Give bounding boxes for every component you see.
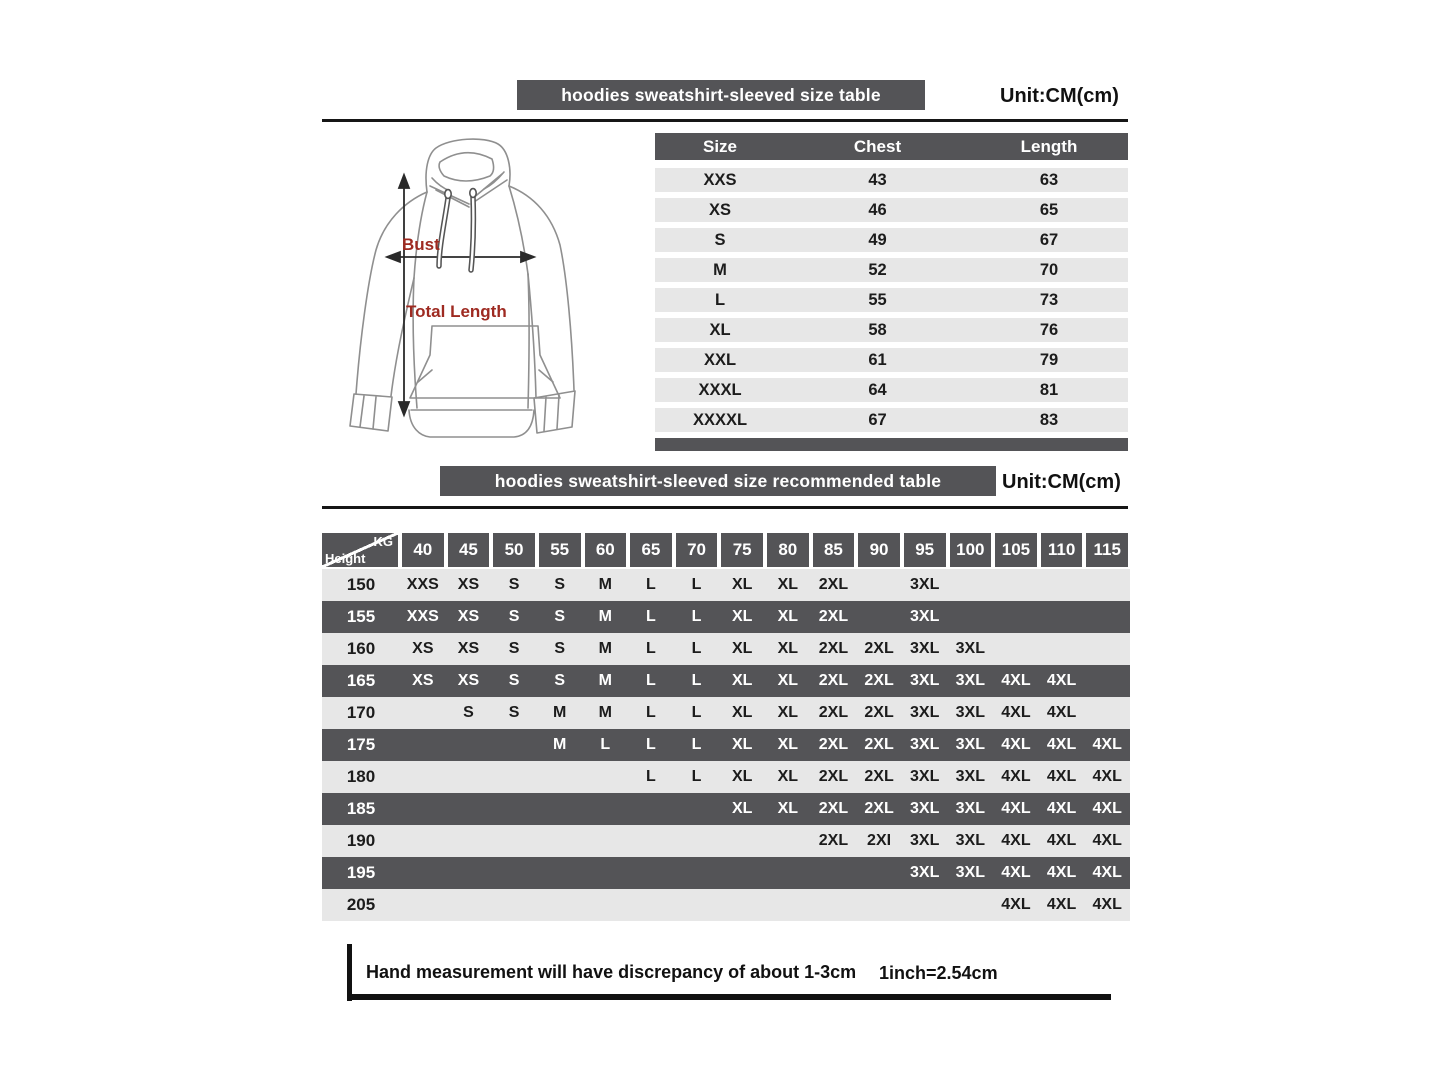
matrix-size-cell: 3XL xyxy=(955,736,985,753)
matrix-size-cell: L xyxy=(646,672,656,689)
matrix-row xyxy=(322,665,1130,697)
size-table-cell: L xyxy=(714,290,726,309)
matrix-size-cell: M xyxy=(553,736,567,753)
matrix-size-cell: L xyxy=(691,768,702,785)
hoodie-outline xyxy=(350,139,575,437)
matrix-size-cell xyxy=(491,761,537,793)
matrix-size-cell: S xyxy=(508,576,520,593)
matrix-size-cell xyxy=(674,889,720,921)
matrix-height-label: 165 xyxy=(346,671,376,690)
matrix-size-cell: XL xyxy=(777,768,799,785)
inch-conversion-note: 1inch=2.54cm xyxy=(879,963,998,983)
matrix-size-cell xyxy=(719,889,765,921)
matrix-size-cell: XL xyxy=(731,800,753,817)
matrix-size-cell xyxy=(1084,665,1130,697)
matrix-size-cell: 4XL xyxy=(1092,768,1122,785)
matrix-size-cell xyxy=(583,825,629,857)
matrix-size-cell: 3XL xyxy=(910,800,940,817)
size-table-row xyxy=(655,378,1128,402)
matrix-size-cell xyxy=(948,601,994,633)
matrix-size-cell: XS xyxy=(457,608,480,625)
recommended-table-title-bar xyxy=(440,466,996,496)
matrix-row xyxy=(322,601,1130,633)
matrix-size-cell: 4XL xyxy=(1092,896,1122,913)
matrix-size-cell: XL xyxy=(777,640,799,657)
matrix-size-cell: 3XL xyxy=(955,768,985,785)
matrix-size-cell: L xyxy=(691,640,702,657)
size-table-cell: 79 xyxy=(1039,350,1059,369)
matrix-weight-header: 40 xyxy=(400,533,446,567)
matrix-height-label: 170 xyxy=(346,703,376,722)
matrix-size-cell: M xyxy=(553,704,567,721)
matrix-size-cell xyxy=(583,857,629,889)
matrix-size-cell xyxy=(1084,697,1130,729)
matrix-size-cell: 3XL xyxy=(910,768,940,785)
matrix-weight-header: 85 xyxy=(811,533,857,567)
matrix-size-cell: 4XL xyxy=(1046,864,1077,881)
matrix-size-cell: XS xyxy=(457,576,480,593)
matrix-size-cell: XL xyxy=(777,800,799,817)
matrix-size-cell: 3XL xyxy=(910,672,940,689)
matrix-size-cell: 4XL xyxy=(1046,672,1077,689)
matrix-size-cell: XXS xyxy=(406,576,439,593)
matrix-size-cell xyxy=(583,889,629,921)
matrix-size-cell: XXS xyxy=(406,608,439,625)
matrix-size-cell: M xyxy=(598,704,612,721)
size-table-cell: 52 xyxy=(868,260,887,279)
matrix-size-cell xyxy=(1039,569,1085,601)
matrix-size-cell: L xyxy=(691,736,702,753)
matrix-size-cell xyxy=(628,825,674,857)
matrix-size-cell xyxy=(400,889,446,921)
measurement-discrepancy-note: Hand measurement will have discrepancy of about 1-3cm xyxy=(366,962,857,982)
matrix-size-cell: 3XL xyxy=(955,704,985,721)
matrix-size-cell xyxy=(993,569,1039,601)
matrix-weight-header: 105 xyxy=(993,533,1039,567)
matrix-weight-header: 60 xyxy=(583,533,629,567)
matrix-size-cell: XL xyxy=(777,576,799,593)
matrix-size-cell: 3XL xyxy=(910,864,940,881)
matrix-size-cell: 3XL xyxy=(910,640,940,657)
matrix-size-cell: 2XL xyxy=(864,768,894,785)
matrix-header-row xyxy=(322,533,1130,567)
size-table-cell: XS xyxy=(708,200,731,219)
matrix-size-cell xyxy=(811,889,857,921)
matrix-size-cell: M xyxy=(598,608,612,625)
size-table-row xyxy=(655,408,1128,432)
size-table-row xyxy=(655,258,1128,282)
matrix-height-label: 205 xyxy=(346,895,376,914)
matrix-size-cell xyxy=(583,761,629,793)
matrix-size-cell xyxy=(628,857,674,889)
matrix-size-cell: XL xyxy=(731,576,753,593)
matrix-size-cell: S xyxy=(508,608,520,625)
matrix-size-cell: L xyxy=(646,704,656,721)
hoodie-measurement-diagram xyxy=(332,130,642,460)
matrix-size-cell: 4XL xyxy=(1001,832,1031,849)
matrix-size-cell: 2XL xyxy=(864,800,894,817)
matrix-size-cell: S xyxy=(463,704,474,721)
matrix-weight-header: 80 xyxy=(765,533,811,567)
matrix-size-cell xyxy=(993,601,1039,633)
size-table-cell: XXS xyxy=(703,170,737,189)
matrix-weight-header: 70 xyxy=(674,533,720,567)
size-table-body xyxy=(655,168,1128,432)
note-vertical-bar xyxy=(347,944,352,1001)
matrix-size-cell xyxy=(1039,601,1085,633)
matrix-row xyxy=(322,793,1130,825)
matrix-size-cell xyxy=(491,793,537,825)
matrix-size-cell: 4XL xyxy=(1001,672,1031,689)
size-table-cell: 49 xyxy=(868,230,887,249)
matrix-weight-header: 95 xyxy=(902,533,948,567)
unit-label-2: Unit:CM(cm) xyxy=(1002,471,1121,493)
size-table-row xyxy=(655,348,1128,372)
matrix-size-cell: 2XL xyxy=(818,608,849,625)
size-table-cell: 58 xyxy=(868,320,887,339)
matrix-size-cell xyxy=(446,825,492,857)
matrix-corner-cell xyxy=(322,533,400,567)
matrix-size-cell: M xyxy=(598,672,612,689)
size-table-cell: 73 xyxy=(1039,290,1059,309)
matrix-size-cell xyxy=(400,857,446,889)
matrix-row xyxy=(322,825,1130,857)
matrix-row xyxy=(322,857,1130,889)
matrix-size-cell: XL xyxy=(731,640,753,657)
matrix-height-label: 180 xyxy=(346,767,376,786)
matrix-weight-header: 65 xyxy=(628,533,674,567)
matrix-size-cell: L xyxy=(646,736,656,753)
matrix-size-cell: XS xyxy=(412,672,434,689)
measurement-arrows xyxy=(387,175,534,415)
matrix-size-cell: 2XL xyxy=(864,704,894,721)
matrix-size-cell: XL xyxy=(731,608,753,625)
matrix-height-label: 190 xyxy=(346,831,376,850)
matrix-size-cell xyxy=(856,601,902,633)
matrix-size-cell: L xyxy=(646,640,656,657)
matrix-weight-header: 75 xyxy=(719,533,765,567)
matrix-size-cell xyxy=(765,825,811,857)
matrix-weight-header: 115 xyxy=(1084,533,1130,567)
matrix-size-cell: S xyxy=(554,576,566,593)
size-table-column-header: Chest xyxy=(853,136,902,156)
size-table-cell: 43 xyxy=(868,170,887,189)
matrix-size-cell xyxy=(856,569,902,601)
matrix-size-cell: 4XL xyxy=(1001,896,1031,913)
matrix-size-cell: L xyxy=(691,672,702,689)
matrix-size-cell: XL xyxy=(777,736,799,753)
matrix-size-cell xyxy=(1084,569,1130,601)
size-table-cell: XL xyxy=(709,320,731,339)
matrix-size-cell: 3XL xyxy=(955,672,985,689)
matrix-size-cell xyxy=(537,793,583,825)
size-table-cell: XXXL xyxy=(698,380,742,399)
matrix-weight-header: 110 xyxy=(1039,533,1085,567)
matrix-size-cell xyxy=(400,761,446,793)
matrix-row xyxy=(322,697,1130,729)
matrix-size-cell: L xyxy=(600,736,611,753)
matrix-size-cell: 2XL xyxy=(818,768,849,785)
matrix-size-cell: 3XL xyxy=(910,832,940,849)
matrix-height-label: 160 xyxy=(346,639,376,658)
matrix-size-cell: 2XL xyxy=(818,640,849,657)
matrix-size-cell xyxy=(674,825,720,857)
matrix-size-cell: 2XL xyxy=(818,704,849,721)
matrix-size-cell xyxy=(628,793,674,825)
matrix-size-cell: 2XL xyxy=(864,672,894,689)
divider-line-1 xyxy=(322,119,1128,122)
matrix-size-cell: S xyxy=(508,640,520,657)
size-table-cell: 64 xyxy=(868,380,887,399)
matrix-size-cell xyxy=(446,793,492,825)
size-table-column-header: Size xyxy=(702,136,738,156)
matrix-height-label: 185 xyxy=(346,799,376,818)
size-table-row xyxy=(655,318,1128,342)
matrix-size-cell: 4XL xyxy=(1046,896,1077,913)
matrix-size-cell: 2XL xyxy=(818,832,849,849)
size-table-cell: 67 xyxy=(1039,230,1059,249)
matrix-size-cell xyxy=(811,857,857,889)
matrix-size-cell: XS xyxy=(412,640,434,657)
matrix-size-cell: S xyxy=(554,608,566,625)
size-table-cell: 61 xyxy=(868,350,887,369)
size-table-row xyxy=(655,288,1128,312)
matrix-size-cell: 4XL xyxy=(1046,768,1077,785)
size-table-title-bar xyxy=(517,80,925,110)
matrix-row xyxy=(322,633,1130,665)
note-underline-bar xyxy=(349,994,1111,1000)
matrix-size-cell: S xyxy=(554,640,566,657)
matrix-size-cell: 3XL xyxy=(910,576,940,593)
matrix-size-cell: 4XL xyxy=(1092,800,1122,817)
size-table-footer-bar xyxy=(655,438,1128,451)
matrix-size-cell: XL xyxy=(731,672,753,689)
matrix-size-cell: 4XL xyxy=(1092,736,1122,753)
matrix-size-cell xyxy=(446,761,492,793)
matrix-size-cell: 2XL xyxy=(818,736,849,753)
matrix-size-cell xyxy=(400,697,446,729)
size-table-cell: 83 xyxy=(1039,410,1059,429)
matrix-size-cell: 4XL xyxy=(1092,864,1122,881)
matrix-size-cell: 4XL xyxy=(1046,704,1077,721)
matrix-height-label: 175 xyxy=(346,735,376,754)
matrix-size-cell xyxy=(400,729,446,761)
size-table-cell: S xyxy=(714,230,726,249)
matrix-height-label: 150 xyxy=(346,575,376,594)
matrix-size-cell: 2XL xyxy=(818,576,849,593)
matrix-size-cell: 4XL xyxy=(1046,800,1077,817)
corner-height-label: Height xyxy=(325,551,366,566)
size-table-cell: M xyxy=(713,260,727,279)
bust-label: Bust xyxy=(402,235,440,254)
matrix-size-cell: 3XL xyxy=(955,640,985,657)
matrix-size-cell: L xyxy=(691,704,702,721)
matrix-size-cell xyxy=(491,825,537,857)
matrix-size-cell xyxy=(1084,633,1130,665)
matrix-row xyxy=(322,569,1130,601)
matrix-size-cell xyxy=(1084,601,1130,633)
divider-line-2 xyxy=(322,506,1128,509)
size-table-row xyxy=(655,198,1128,222)
matrix-size-cell: L xyxy=(691,576,702,593)
matrix-size-cell: 4XL xyxy=(1001,704,1031,721)
matrix-size-cell xyxy=(902,889,948,921)
matrix-weight-header: 100 xyxy=(948,533,994,567)
matrix-size-cell xyxy=(719,825,765,857)
matrix-size-cell xyxy=(491,889,537,921)
size-table-cell: 70 xyxy=(1039,260,1059,279)
matrix-size-cell xyxy=(674,793,720,825)
size-table-cell: 63 xyxy=(1039,170,1059,189)
size-table-title: hoodies sweatshirt-sleeved size table xyxy=(561,84,881,105)
matrix-size-cell xyxy=(674,857,720,889)
matrix-size-cell: L xyxy=(646,768,656,785)
matrix-size-cell xyxy=(719,857,765,889)
total-length-label: Total Length xyxy=(406,302,507,321)
size-table-cell: 67 xyxy=(868,410,887,429)
matrix-size-cell: XL xyxy=(777,608,799,625)
matrix-size-cell: XL xyxy=(777,704,799,721)
matrix-weight-header: 45 xyxy=(446,533,492,567)
size-table-header-row xyxy=(655,133,1128,160)
matrix-size-cell xyxy=(400,793,446,825)
matrix-size-cell xyxy=(948,569,994,601)
matrix-weight-header: 55 xyxy=(537,533,583,567)
size-table-column-header: Length xyxy=(1020,136,1078,156)
matrix-size-cell: 3XL xyxy=(955,832,985,849)
size-table-cell: XXXXL xyxy=(692,410,748,429)
matrix-size-cell xyxy=(537,889,583,921)
matrix-size-cell: 3XL xyxy=(910,704,940,721)
matrix-weight-header: 50 xyxy=(491,533,537,567)
matrix-size-cell: 3XL xyxy=(910,608,940,625)
matrix-size-cell: M xyxy=(598,576,612,593)
matrix-size-cell xyxy=(537,825,583,857)
matrix-size-cell xyxy=(400,825,446,857)
matrix-size-cell xyxy=(446,857,492,889)
matrix-size-cell: S xyxy=(508,704,520,721)
recommended-size-matrix xyxy=(322,533,1130,921)
matrix-size-cell xyxy=(765,857,811,889)
matrix-size-cell: 4XL xyxy=(1001,800,1031,817)
matrix-height-label: 155 xyxy=(346,607,376,626)
matrix-size-cell: 3XL xyxy=(955,800,985,817)
matrix-size-cell: XS xyxy=(457,640,480,657)
matrix-size-cell: 3XL xyxy=(955,864,985,881)
matrix-size-cell xyxy=(1039,633,1085,665)
matrix-size-cell xyxy=(583,793,629,825)
matrix-size-cell: S xyxy=(554,672,566,689)
matrix-size-cell: L xyxy=(646,608,656,625)
size-table-row xyxy=(655,228,1128,252)
matrix-size-cell xyxy=(856,857,902,889)
size-table-cell: 65 xyxy=(1039,200,1059,219)
matrix-size-cell xyxy=(491,857,537,889)
matrix-size-cell: 2XL xyxy=(864,736,894,753)
matrix-row xyxy=(322,729,1130,761)
matrix-row xyxy=(322,761,1130,793)
matrix-size-cell xyxy=(948,889,994,921)
matrix-size-cell: M xyxy=(598,640,612,657)
matrix-size-cell xyxy=(856,889,902,921)
matrix-size-cell: 2XL xyxy=(818,800,849,817)
matrix-size-cell: 2XL xyxy=(864,640,894,657)
size-table-row xyxy=(655,168,1128,192)
matrix-size-cell xyxy=(446,889,492,921)
matrix-size-cell: 2XI xyxy=(867,832,892,849)
size-table-cell: XXL xyxy=(703,350,737,369)
matrix-size-cell xyxy=(537,761,583,793)
size-table-cell: 76 xyxy=(1039,320,1059,339)
matrix-size-cell: XS xyxy=(457,672,480,689)
matrix-size-cell: XL xyxy=(731,704,753,721)
matrix-size-cell: XL xyxy=(777,672,799,689)
size-table-cell: 46 xyxy=(868,200,887,219)
matrix-size-cell: 4XL xyxy=(1001,864,1031,881)
matrix-size-cell xyxy=(537,857,583,889)
matrix-size-cell: 4XL xyxy=(1046,736,1077,753)
matrix-size-cell: 4XL xyxy=(1001,768,1031,785)
matrix-size-cell xyxy=(491,729,537,761)
matrix-size-cell: 2XL xyxy=(818,672,849,689)
matrix-body xyxy=(322,569,1130,921)
matrix-size-cell: S xyxy=(508,672,520,689)
matrix-size-cell: L xyxy=(691,608,702,625)
unit-label-1: Unit:CM(cm) xyxy=(1000,85,1119,107)
matrix-size-cell xyxy=(993,633,1039,665)
matrix-size-cell: L xyxy=(646,576,656,593)
matrix-size-cell: 4XL xyxy=(1001,736,1031,753)
matrix-size-cell xyxy=(446,729,492,761)
size-table xyxy=(655,133,1128,451)
matrix-size-cell: 4XL xyxy=(1046,832,1077,849)
matrix-size-cell xyxy=(628,889,674,921)
matrix-size-cell: 3XL xyxy=(910,736,940,753)
matrix-size-cell xyxy=(765,889,811,921)
corner-kg-label: KG xyxy=(373,534,393,549)
matrix-size-cell: XL xyxy=(731,736,753,753)
recommended-table-title: hoodies sweatshirt-sleeved size recommended table xyxy=(494,470,942,491)
size-table-cell: 81 xyxy=(1039,380,1059,399)
matrix-size-cell: XL xyxy=(731,768,753,785)
matrix-size-cell: 4XL xyxy=(1092,832,1122,849)
size-table-cell: 55 xyxy=(868,290,887,309)
matrix-height-label: 195 xyxy=(346,863,376,882)
matrix-row xyxy=(322,889,1130,921)
matrix-weight-header: 90 xyxy=(856,533,902,567)
